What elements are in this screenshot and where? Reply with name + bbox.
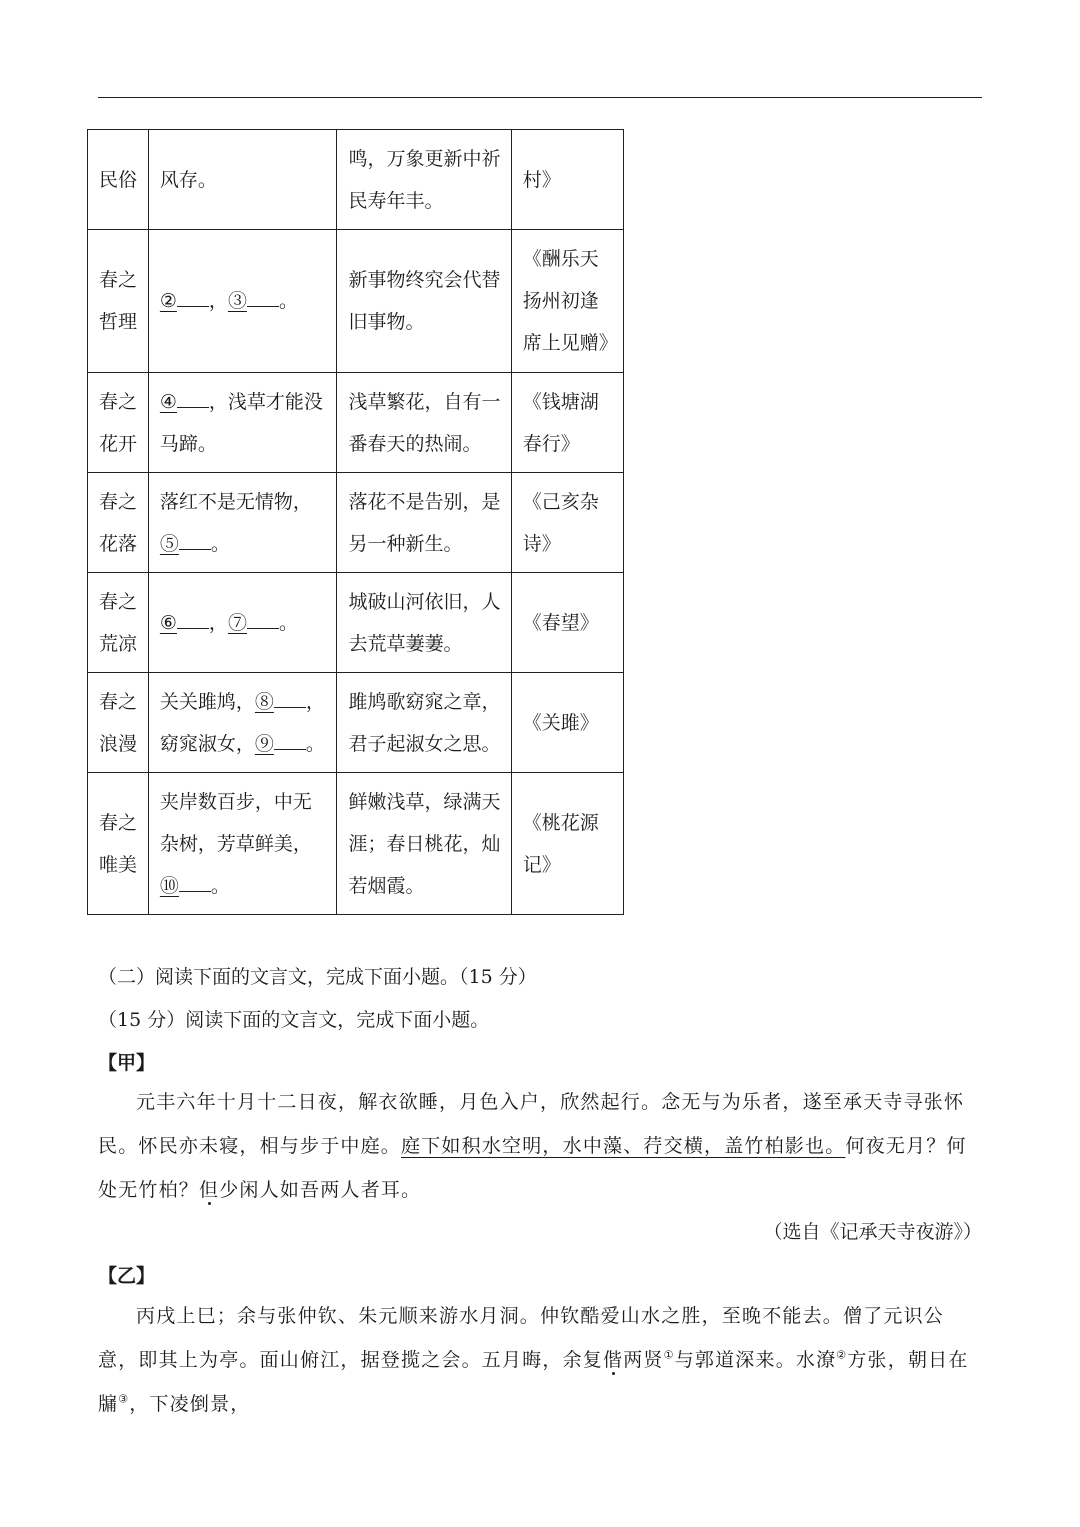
table-row [88, 473, 624, 573]
theme-cell: 春之花开 [88, 373, 149, 473]
poem-table [87, 129, 624, 915]
meaning-cell: 雎鸠歌窈窕之章，君子起淑女之思。 [337, 673, 511, 773]
verse-cell: 风存。 [148, 130, 337, 230]
footnote-marker: ① [663, 1348, 675, 1362]
header-rule [98, 97, 982, 98]
table-row [88, 573, 624, 673]
theme-cell: 春之花落 [88, 473, 149, 573]
verse-cell: 落红不是无情物，⑤ 。 [148, 473, 337, 573]
jia-source: （选自《记承天寺夜游》） [763, 1221, 982, 1243]
meaning-cell: 落花不是告别，是另一种新生。 [337, 473, 511, 573]
meaning-cell: 新事物终究会代替旧事物。 [337, 230, 511, 373]
theme-cell: 春之哲理 [88, 230, 149, 373]
yi-label: 【乙】 [98, 1265, 156, 1287]
source-cell: 《己亥杂诗》 [511, 473, 623, 573]
jia-label: 【甲】 [98, 1052, 156, 1074]
theme-cell: 民俗 [88, 130, 149, 230]
table-row [88, 230, 624, 373]
blank-2[interactable]: ② [160, 290, 209, 312]
blank-3[interactable]: ③ [228, 290, 279, 312]
theme-cell: 春之荒凉 [88, 573, 149, 673]
meaning-cell: 鸣，万象更新中祈民寿年丰。 [337, 130, 511, 230]
footnote-marker: ② [836, 1348, 848, 1362]
verse-cell: ② ，③ 。 [148, 230, 337, 373]
source-cell: 《桃花源记》 [511, 773, 623, 915]
verse-cell: 夹岸数百步，中无杂树，芳草鲜美，⑩ 。 [148, 773, 337, 915]
table-row [88, 773, 624, 915]
blank-9[interactable]: ⑨ [255, 733, 306, 755]
table-row [88, 130, 624, 230]
source-cell: 《关雎》 [511, 673, 623, 773]
yi-passage: 丙戌上巳；余与张仲钦、朱元顺来游水月洞。仲钦酷爱山水之胜，至晚不能去。僧了元识公意，即其上为亭。面山俯江，据登揽之会。五月晦，余复偕两贤①与郭道深来。水潦②方张，朝日在牖③，下凌倒景， [98, 1305, 969, 1415]
blank-10[interactable]: ⑩ [160, 875, 211, 897]
source-cell: 村》 [511, 130, 623, 230]
verse-cell: ④ ，浅草才能没马蹄。 [148, 373, 337, 473]
blank-6[interactable]: ⑥ [160, 612, 209, 634]
meaning-cell: 城破山河依旧，人去荒草萋萋。 [337, 573, 511, 673]
blank-4[interactable]: ④ [160, 391, 209, 413]
table-row [88, 673, 624, 773]
blank-5[interactable]: ⑤ [160, 533, 211, 555]
section-subheading: （15 分）阅读下面的文言文，完成下面小题。 [98, 1009, 490, 1031]
source-cell: 《春望》 [511, 573, 623, 673]
blank-7[interactable]: ⑦ [228, 612, 279, 634]
verse-cell: 关关雎鸠，⑧ ， 窈窕淑女，⑨ 。 [148, 673, 337, 773]
meaning-cell: 鲜嫩浅草，绿满天涯；春日桃花，灿若烟霞。 [337, 773, 511, 915]
emphasis-dot-char: 偕 [603, 1349, 624, 1371]
source-cell: 《酬乐天扬州初逢席上见赠》 [511, 230, 623, 373]
theme-cell: 春之浪漫 [88, 673, 149, 773]
underlined-sentence: 庭下如积水空明，水中藻、荇交横，盖竹柏影也。 [401, 1135, 846, 1157]
emphasis-dot-char: 但 [199, 1179, 220, 1201]
footnote-marker: ③ [118, 1392, 130, 1406]
jia-passage: 元丰六年十月十二日夜，解衣欲睡，月色入户，欣然起行。念无与为乐者，遂至承天寺寻张怀民。怀民亦未寝，相与步于中庭。庭下如积水空明，水中藻、荇交横，盖竹柏影也。何夜无月？何处无竹柏？但少闲人如吾两人者耳。 [98, 1091, 967, 1201]
table-row [88, 373, 624, 473]
section-heading: （二）阅读下面的文言文，完成下面小题。（15 分） [98, 966, 537, 988]
meaning-cell: 浅草繁花，自有一番春天的热闹。 [337, 373, 511, 473]
verse-cell: ⑥ ，⑦ 。 [148, 573, 337, 673]
theme-cell: 春之唯美 [88, 773, 149, 915]
blank-8[interactable]: ⑧ [255, 691, 306, 713]
source-cell: 《钱塘湖春行》 [511, 373, 623, 473]
